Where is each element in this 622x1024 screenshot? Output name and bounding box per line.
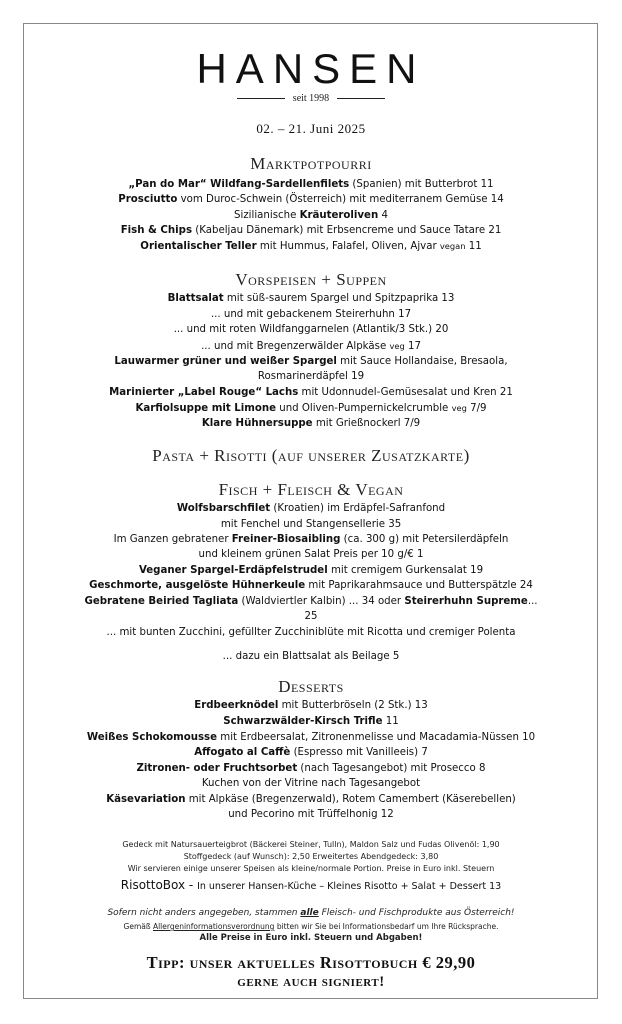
- menu-item: und Pecorino mit Trüffelhonig 12: [228, 809, 394, 820]
- since-text: seit 1998: [292, 93, 330, 104]
- allergen-note: Gemäß Allergeninformationsverordnung bitten wir Sie bei Informationsbedarf um Ihre Rücksprache.: [123, 922, 499, 931]
- menu-item: Käsevariation mit Alpkäse (Bregenzerwald), Rotem Camembert (Käserebellen): [106, 794, 516, 805]
- section-title-pasta: Pasta + Risotti (auf unserer Zusatzkarte): [152, 446, 470, 465]
- portion-info: Wir servieren einige unserer Speisen als kleine/normale Portion. Preise in Euro inkl. Steuern: [127, 864, 495, 873]
- menu-item: Marinierter „Label Rouge“ Lachs mit Udonnudel-Gemüsesalat und Kren 21: [109, 387, 513, 398]
- divider-left: [237, 98, 285, 99]
- menu-item: mit Fenchel und Stangensellerie 35: [220, 519, 402, 530]
- origin-note: Sofern nicht anders angegeben, stammen alle Fleisch- und Fischprodukte aus Österreich!: [107, 908, 515, 918]
- menu-item: Veganer Spargel-Erdäpfelstrudel mit cremigem Gurkensalat 19: [138, 565, 484, 576]
- menu-item: Erdbeerknödel mit Butterbröseln (2 Stk.) 13: [194, 700, 428, 711]
- menu-item: Schwarzwälder-Kirsch Trifle 11: [223, 716, 399, 727]
- menu-item: Karfiolsuppe mit Limone und Oliven-Pumpernickelcrumble veg 7/9: [135, 403, 487, 414]
- menu-item: Geschmorte, ausgelöste Hühnerkeule mit Paprikarahmsauce und Butterspätzle 24: [89, 580, 533, 591]
- section-title-marktpotpourri: Marktpotpourri: [250, 154, 372, 173]
- menu-item: Zitronen- oder Fruchtsorbet (nach Tagesangebot) mit Prosecco 8: [136, 763, 486, 774]
- menu-item: 25: [304, 611, 318, 622]
- menu-item: Gebratene Beiried Tagliata (Waldviertler Kalbin) ... 34 oder Steirerhuhn Supreme...: [84, 596, 538, 607]
- menu-item: Lauwarmer grüner und weißer Spargel mit Sauce Hollandaise, Bresaola,: [114, 356, 508, 367]
- stoffgedeck-info: Stoffgedeck (auf Wunsch): 2,50 Erweitertes Abendgedeck: 3,80: [183, 852, 439, 861]
- restaurant-logo: HANSEN: [196, 45, 426, 92]
- menu-item: ... und mit gebackenem Steirerhuhn 17: [210, 309, 412, 320]
- menu-item: Affogato al Caffè (Espresso mit Vanilleeis) 7: [194, 747, 428, 758]
- menu-item: ... mit bunten Zucchini, gefüllter Zucchiniblüte mit Ricotta und cremiger Polenta: [106, 627, 516, 638]
- divider-right: [337, 98, 385, 99]
- risottobox-offer: RisottoBox - In unserer Hansen-Küche – Kleines Risotto + Salat + Dessert 13: [120, 878, 502, 892]
- menu-item: Klare Hühnersuppe mit Grießnockerl 7/9: [201, 418, 421, 429]
- menu-item: „Pan do Mar“ Wildfang-Sardellenfilets (Spanien) mit Butterbrot 11: [128, 179, 494, 190]
- menu-item: Fish & Chips (Kabeljau Dänemark) mit Erbsencreme und Sauce Tatare 21: [120, 225, 502, 236]
- menu-item: ... und mit roten Wildfanggarnelen (Atlantik/3 Stk.) 20: [173, 324, 449, 335]
- section-title-fisch: Fisch + Fleisch & Vegan: [218, 480, 404, 499]
- menu-item: ... und mit Bregenzerwälder Alpkäse veg 17: [201, 341, 421, 352]
- section-title-vorspeisen: Vorspeisen + Suppen: [235, 270, 387, 289]
- section-title-desserts: Desserts: [278, 677, 344, 696]
- menu-item: Rosmarinerdäpfel 19: [257, 371, 365, 382]
- menu-item: Kuchen von der Vitrine nach Tagesangebot: [201, 778, 421, 789]
- prices-note: Alle Preise in Euro inkl. Steuern und Abgaben!: [199, 933, 423, 943]
- menu-item: Prosciutto vom Duroc-Schwein (Österreich) mit mediterranem Gemüse 14: [118, 194, 504, 205]
- tipp-risottobuch: Tipp: unser aktuelles Risottobuch € 29,90: [146, 953, 476, 972]
- menu-item: Im Ganzen gebratener Freiner-Biosaibling (ca. 300 g) mit Petersilerdäpfeln: [113, 534, 509, 545]
- menu-item: Wolfsbarschfilet (Kroatien) im Erdäpfel-Safranfond: [176, 503, 446, 514]
- menu-date: 02. – 21. Juni 2025: [256, 121, 366, 136]
- tipp-signiert: gerne auch signiert!: [237, 974, 385, 990]
- menu-item: und kleinem grünen Salat Preis per 10 g/€ 1: [198, 549, 424, 560]
- menu-item: Sizilianische Kräuteroliven 4: [234, 210, 388, 221]
- gedeck-info: Gedeck mit Natursauerteigbrot (Bäckerei Steiner, Tulln), Maldon Salz und Fudas Olivenöl: 1,90: [122, 840, 500, 849]
- menu-item: ... dazu ein Blattsalat als Beilage 5: [222, 651, 400, 662]
- menu-item: Blattsalat mit süß-saurem Spargel und Spitzpaprika 13: [167, 293, 455, 304]
- menu-item: Orientalischer Teller mit Hummus, Falafel, Oliven, Ajvar vegan 11: [140, 241, 482, 252]
- since-line: [0, 93, 622, 104]
- menu-item: Weißes Schokomousse mit Erdbeersalat, Zitronenmelisse und Macadamia-Nüssen 10: [86, 732, 536, 743]
